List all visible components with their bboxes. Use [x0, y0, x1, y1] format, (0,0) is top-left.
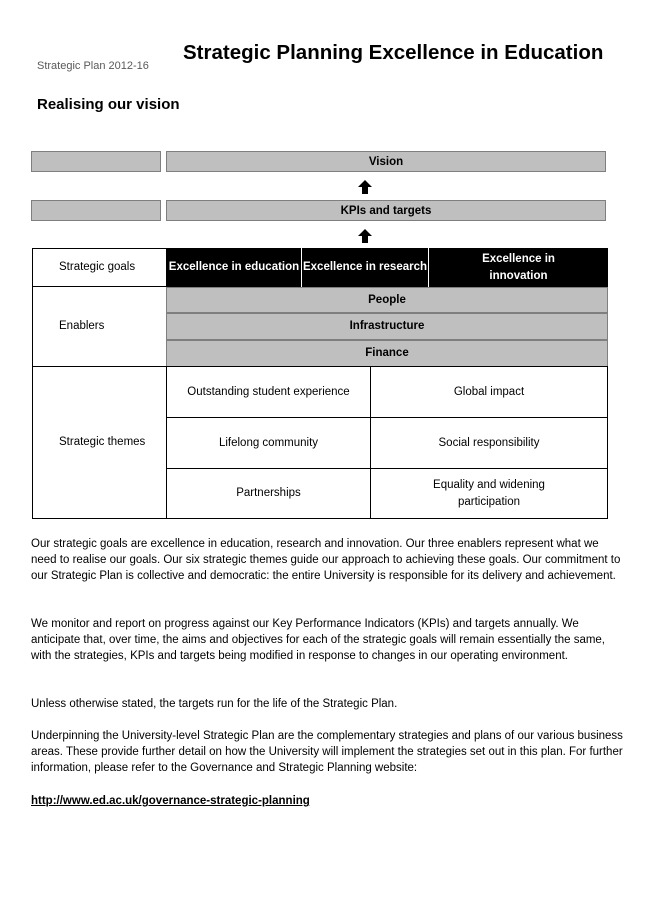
enabler-people: People — [166, 287, 608, 313]
theme-cell: Partnerships — [166, 468, 371, 519]
vision-bar: Vision — [166, 151, 606, 172]
theme-cell: Social responsibility — [370, 417, 608, 469]
up-arrow-icon — [358, 229, 372, 243]
governance-website-link[interactable]: http://www.ed.ac.uk/governance-strategic-planning — [31, 795, 310, 807]
goal-education: Excellence in education — [167, 248, 302, 287]
body-paragraph: Our strategic goals are excellence in education, research and innovation. Our three enablers represent what we need to realise our goals. Our six strategic themes guide our approach to achieving these goals. Our commitment to our Strategic Plan is collective and democratic: the entire University is responsible for its delivery and achievement. — [31, 538, 621, 582]
up-arrow-icon — [358, 180, 372, 194]
framework-table — [32, 248, 608, 519]
goal-research: Excellence in research — [302, 248, 429, 287]
theme-cell: Equality and widening participation — [370, 468, 608, 519]
theme-cell: Lifelong community — [166, 417, 371, 469]
goal-innovation: Excellence in innovation — [429, 248, 608, 287]
strategic-goals-label: Strategic goals — [32, 248, 167, 287]
kpis-side-box — [31, 200, 161, 221]
vision-side-box — [31, 151, 161, 172]
themes-label: Strategic themes — [32, 366, 167, 519]
theme-cell: Outstanding student experience — [166, 366, 371, 418]
body-paragraph: Underpinning the University-level Strategic Plan are the complementary strategies and plans of our various business areas. These provide further detail on how the University will implement the strategies set out in this plan. For further information, please refer to the Governance and Strategic Planning website: — [31, 730, 623, 774]
document-title: Strategic Planning Excellence in Education — [183, 41, 604, 64]
enabler-infrastructure: Infrastructure — [166, 313, 608, 340]
section-heading: Realising our vision — [37, 96, 180, 113]
enabler-finance: Finance — [166, 340, 608, 367]
theme-cell: Global impact — [370, 366, 608, 418]
body-paragraph: Unless otherwise stated, the targets run for the life of the Strategic Plan. — [31, 698, 398, 710]
enablers-label: Enablers — [32, 286, 167, 367]
kpis-bar: KPIs and targets — [166, 200, 606, 221]
plan-label: Strategic Plan 2012-16 — [37, 60, 149, 72]
body-paragraph: We monitor and report on progress against our Key Performance Indicators (KPIs) and targets annually. We anticipate that, over time, the aims and objectives for each of the strategic goals will remain essentially the same, with the strategies, KPIs and targets being modified in response to changes in our operating environment. — [31, 618, 606, 662]
